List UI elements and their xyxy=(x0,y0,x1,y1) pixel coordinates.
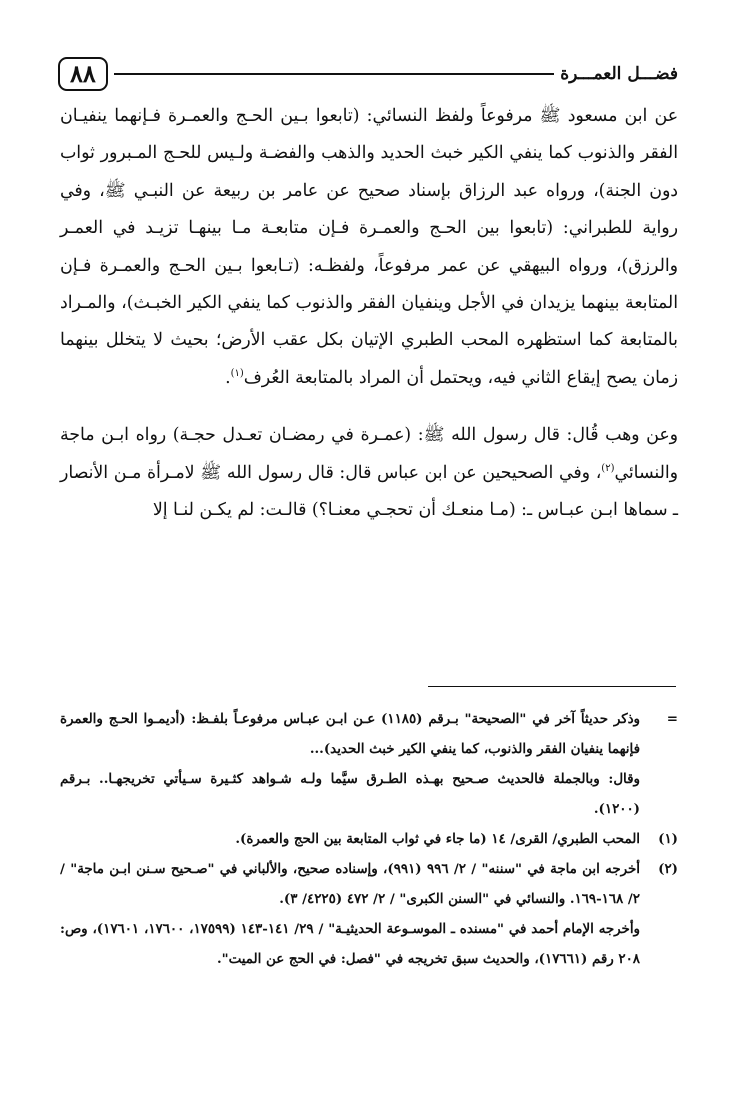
page-header xyxy=(58,56,678,92)
footnote-continuation xyxy=(60,764,678,824)
paragraph-text: ، وفي الصحيحين عن ابن عباس قال: قال رسول الله ﷺ لامـرأة مـن الأنصار ـ سماها ابـن عبـاس ـ: (مـا منعـك أن تحجـي معنـا؟) قالـت: لم يكـن لنـا إلا xyxy=(60,462,678,521)
footnote-text: وقال: وبالجملة فالحديث صـحيح بهـذه الطـرق سيَّما ولـه شـواهد كثـيرة سـيأتي تخريجهـا.. بـرقم (١٢٠٠). xyxy=(60,771,640,817)
footnotes xyxy=(60,704,678,974)
footnote-1 xyxy=(60,824,678,854)
header-rule xyxy=(114,73,554,75)
footnote-text: المحب الطبري/ القرى/ ١٤ (ما جاء في ثواب المتابعة بين الحج والعمرة). xyxy=(235,831,640,847)
continuation-mark: = xyxy=(666,711,678,727)
main-text xyxy=(60,98,678,529)
footnote-text: أخرجه ابن ماجة في "سننه" / ٢/ ٩٩٦ (٩٩١)، وإسناده صحيح، والألباني في "صـحيح سـنن ابـن ماجة" / ٢/ ١٦٨-١٦٩. والنسائي في "السنن الكبرى" / ٢/ ٤٧٢ (٤٢٢٥/ ٣). xyxy=(60,861,640,907)
page-number: ٨٨ xyxy=(58,57,108,91)
paragraph-end: . xyxy=(225,367,231,388)
paragraph xyxy=(60,98,678,397)
footnote-number: (٢) xyxy=(658,861,678,877)
footnote-2-continued xyxy=(60,914,678,974)
paragraph xyxy=(60,417,678,529)
footnote-text: وأخرجه الإمام أحمد في "مسنده ـ الموسـوعة الحديثيـة" / ٢٩/ ١٤١-١٤٣ (١٧٥٩٩، ١٧٦٠٠، ١٧٦٠١)، وص: ٢٠٨ رقم (١٧٦٦١)، والحديث سبق تخريجه في "فصل: في الحج عن الميت". xyxy=(60,921,641,967)
footnote-text: وذكر حديثاً آخر في "الصحيحة" بـرقم (١١٨٥) عـن ابـن عبـاس مرفوعـاً بلفـظ: (أديمـوا الحـج والعمرة فإنهما ينفيان الفقر والذنوب، كما ينفي الكير خبث الحديد)... xyxy=(60,711,641,757)
footnote-2 xyxy=(60,854,678,914)
footnote-separator xyxy=(428,686,676,687)
paragraph-text: عن ابن مسعود ﷺ مرفوعاً ولفظ النسائي: (تابعوا بـين الحـج والعمـرة فـإنهما ينفيـان الفقر والذنوب كما ينفي الكير خبث الحديد والذهب والفضـة ولـيس للحـج المـبرور ثواب دون الجنة)، ورواه عبد الرزاق بإسناد صحيح عن عامر بن ربيعة عن النبـي ﷺ، وفي رواية للطبراني: (تابعوا بين الحـج والعمـرة فـإن متابعـة مـا بينهـا تزيـد في العمـر والرزق)، ورواه البيهقي عن عمر مرفوعاً، ولفظـه: (تـابعوا بـين الحـج والعمـرة فـإن المتابعة بينهما يزيدان في الأجل وينفيان الفقر والذنوب كما ينفي الكير الخبـث)، والمـراد بالمتابعة كما استظهره المحب الطبري الإتيان بكل عقب الأرض؛ بحيث لا يتخلل بينهما زمان يصح إيقاع الثاني فيه، ويحتمل أن المراد بالمتابعة العُرف xyxy=(60,106,678,388)
footnote-continuation xyxy=(60,704,678,764)
footnote-number: (١) xyxy=(658,831,678,847)
paragraph-text: وعن وهب قُال: قال رسول الله ﷺ: (عمـرة في رمضـان تعـدل حجـة) رواه ابـن ماجة والنسائي xyxy=(60,425,678,483)
footnote-ref: (١) xyxy=(230,368,244,380)
running-title: فضـــل العمـــرة xyxy=(560,64,678,84)
footnote-ref: (٢) xyxy=(601,462,615,474)
